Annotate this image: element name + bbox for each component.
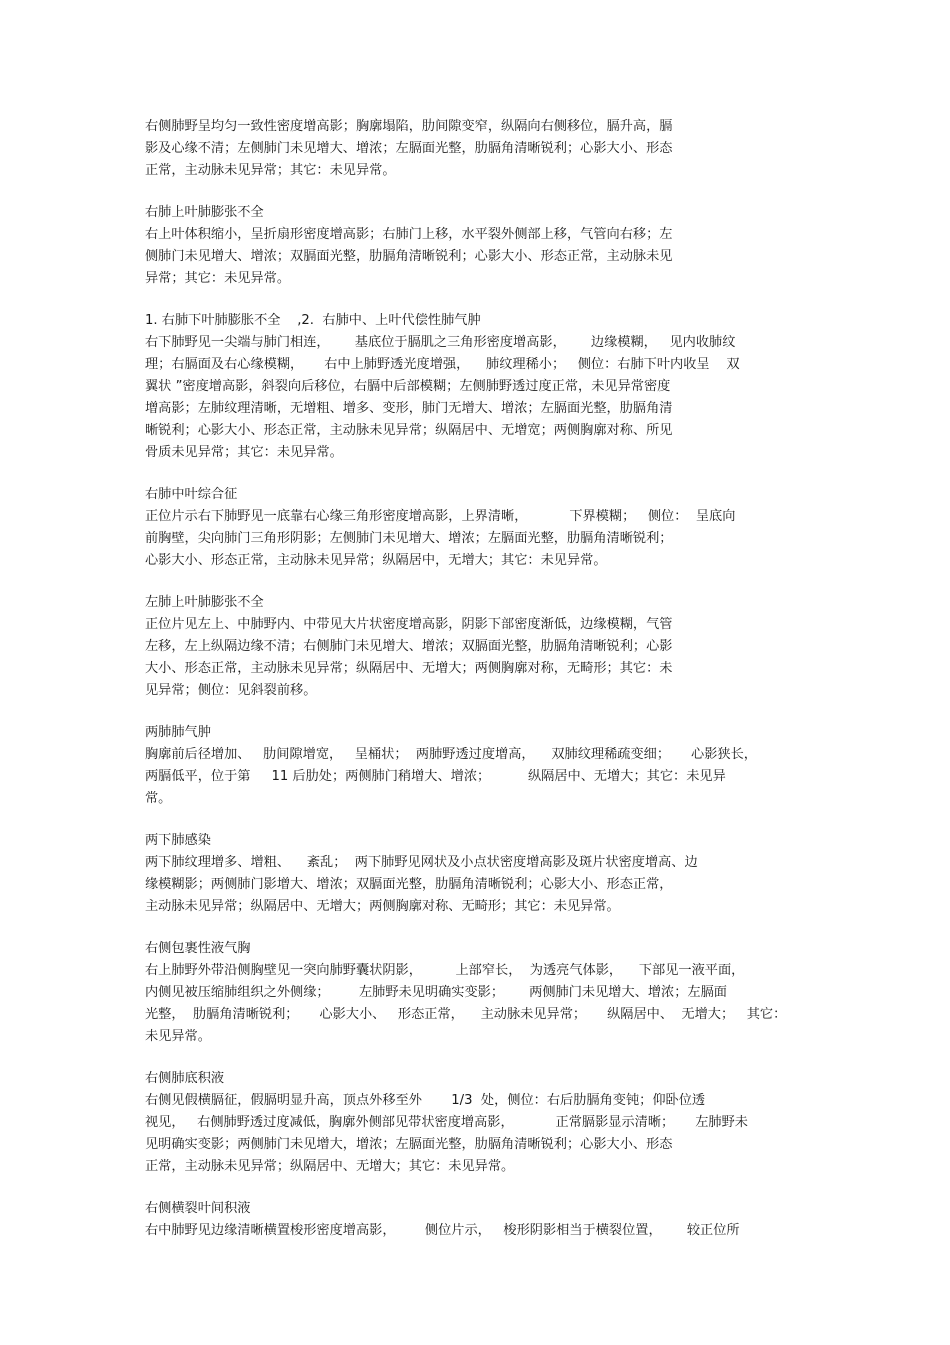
section-heading: 1. 右肺下叶肺膨胀不全 ,2. 右肺中、上叶代偿性肺气肿 [145, 313, 481, 328]
section-spacer [145, 702, 810, 722]
section [145, 722, 810, 810]
text-line: 缘模糊影；两侧肺门影增大、增浓；双膈面光整，肋膈角清晰锐利；心影大小、形态正常， [145, 877, 673, 892]
text-line: 增高影；左肺纹理清晰，无增粗、增多、变形，肺门无增大、增浓；左膈面光整，肋膈角清 [145, 401, 673, 416]
text-line: 右侧见假横膈征，假膈明显升高，顶点外移至外 1/3 处，侧位：右后肋膈角变钝；仰卧位透 [145, 1093, 706, 1108]
section [145, 116, 810, 182]
text-line: 大小、形态正常，主动脉未见异常；纵隔居中、无增大；两侧胸廓对称，无畸形；其它：未 [145, 661, 673, 676]
section-spacer [145, 464, 810, 484]
section [145, 1068, 810, 1178]
text-line: 骨质未见异常；其它：未见异常。 [145, 445, 343, 460]
section [145, 938, 810, 1048]
text-line: 翼状 ”密度增高影，斜裂向后移位，右膈中后部模糊；左侧肺野透过度正常，未见异常密度 [145, 379, 671, 394]
text-line: 晰锐利；心影大小、形态正常，主动脉未见异常；纵隔居中、无增宽；两侧胸廓对称、所见 [145, 423, 673, 438]
section-spacer [145, 572, 810, 592]
section-spacer [145, 290, 810, 310]
text-line: 两膈低平，位于第 11 后肋处；两侧肺门稍增大、增浓； 纵隔居中、无增大；其它：未见异 [145, 769, 726, 784]
text-line: 未见异常。 [145, 1029, 211, 1044]
text-line: 正常，主动脉未见异常；其它：未见异常。 [145, 163, 396, 178]
text-line: 右侧肺野呈均匀一致性密度增高影；胸廓塌陷，肋间隙变窄，纵隔向右侧移位，膈升高，膈 [145, 119, 673, 134]
document-page [145, 116, 810, 1242]
section-spacer [145, 1178, 810, 1198]
text-line: 理；右膈面及右心缘模糊， 右中上肺野透光度增强， 肺纹理稀小； 侧位：右肺下叶内收呈 双 [145, 357, 740, 372]
section-heading: 左肺上叶肺膨张不全 [145, 595, 264, 610]
section [145, 310, 810, 464]
section-spacer [145, 182, 810, 202]
text-line: 内侧见被压缩肺组织之外侧缘； 左肺野未见明确实变影； 两侧肺门未见增大、增浓；左膈面 [145, 985, 727, 1000]
text-line: 视见， 右侧肺野透过度减低，胸廓外侧部见带状密度增高影， 正常膈影显示清晰； 左肺野未 [145, 1115, 748, 1130]
section-spacer [145, 1048, 810, 1068]
section-heading: 两下肺感染 [145, 833, 211, 848]
section-heading: 右肺上叶肺膨张不全 [145, 205, 264, 220]
text-line: 异常；其它：未见异常。 [145, 271, 291, 286]
section [145, 484, 810, 572]
text-line: 见异常；侧位：见斜裂前移。 [145, 683, 317, 698]
text-line: 侧肺门未见增大、增浓；双膈面光整，肋膈角清晰锐利；心影大小、形态正常，主动脉未见 [145, 249, 673, 264]
text-line: 右中肺野见边缘清晰横置梭形密度增高影， 侧位片示， 梭形阴影相当于横裂位置， 较正位所 [145, 1223, 740, 1238]
text-line: 正常，主动脉未见异常；纵隔居中、无增大；其它：未见异常。 [145, 1159, 515, 1174]
section-heading: 右侧包裹性液气胸 [145, 941, 251, 956]
section-heading: 两肺肺气肿 [145, 725, 211, 740]
section [145, 592, 810, 702]
section-heading: 右侧横裂叶间积液 [145, 1201, 251, 1216]
text-line: 常。 [145, 791, 172, 806]
text-line: 主动脉未见异常；纵隔居中、无增大；两侧胸廓对称、无畸形；其它：未见异常。 [145, 899, 620, 914]
text-line: 前胸壁，尖向肺门三角形阴影；左侧肺门未见增大、增浓；左膈面光整，肋膈角清晰锐利； [145, 531, 673, 546]
text-line: 见明确实变影；两侧肺门未见增大，增浓；左膈面光整，肋膈角清晰锐利；心影大小、形态 [145, 1137, 673, 1152]
section [145, 202, 810, 290]
text-line: 影及心缘不清；左侧肺门未见增大、增浓；左膈面光整，肋膈角清晰锐利；心影大小、形态 [145, 141, 673, 156]
text-line: 左移，左上纵隔边缘不清；右侧肺门未见增大、增浓；双膈面光整，肋膈角清晰锐利；心影 [145, 639, 673, 654]
text-line: 正位片见左上、中肺野内、中带见大片状密度增高影，阴影下部密度渐低，边缘模糊，气管 [145, 617, 673, 632]
text-line: 两下肺纹理增多、增粗、 紊乱； 两下肺野见网状及小点状密度增高影及斑片状密度增高、边 [145, 855, 698, 870]
section-spacer [145, 810, 810, 830]
text-line: 右上肺野外带沿侧胸壁见一突向肺野囊状阴影， 上部窄长， 为透亮气体影， 下部见一液平面， [145, 963, 745, 978]
text-line: 右下肺野见一尖端与肺门相连， 基底位于膈肌之三角形密度增高影， 边缘模糊， 见内收肺纹 [145, 335, 736, 350]
section-heading: 右侧肺底积液 [145, 1071, 225, 1086]
text-line: 胸廓前后径增加、 肋间隙增宽， 呈桶状； 两肺野透过度增高， 双肺纹理稀疏变细； 心影狭长， [145, 747, 757, 762]
section [145, 830, 810, 918]
text-line: 心影大小、形态正常，主动脉未见异常；纵隔居中，无增大；其它：未见异常。 [145, 553, 607, 568]
text-line: 正位片示右下肺野见一底靠右心缘三角形密度增高影，上界清晰， 下界模糊； 侧位： 呈底向 [145, 509, 736, 524]
text-line: 光整， 肋膈角清晰锐利； 心影大小、 形态正常， 主动脉未见异常； 纵隔居中、 无增大； 其它： [145, 1007, 787, 1022]
text-line: 右上叶体积缩小，呈折扇形密度增高影；右肺门上移，水平裂外侧部上移，气管向右移；左 [145, 227, 673, 242]
section-heading: 右肺中叶综合征 [145, 487, 238, 502]
section-spacer [145, 918, 810, 938]
section [145, 1198, 810, 1242]
